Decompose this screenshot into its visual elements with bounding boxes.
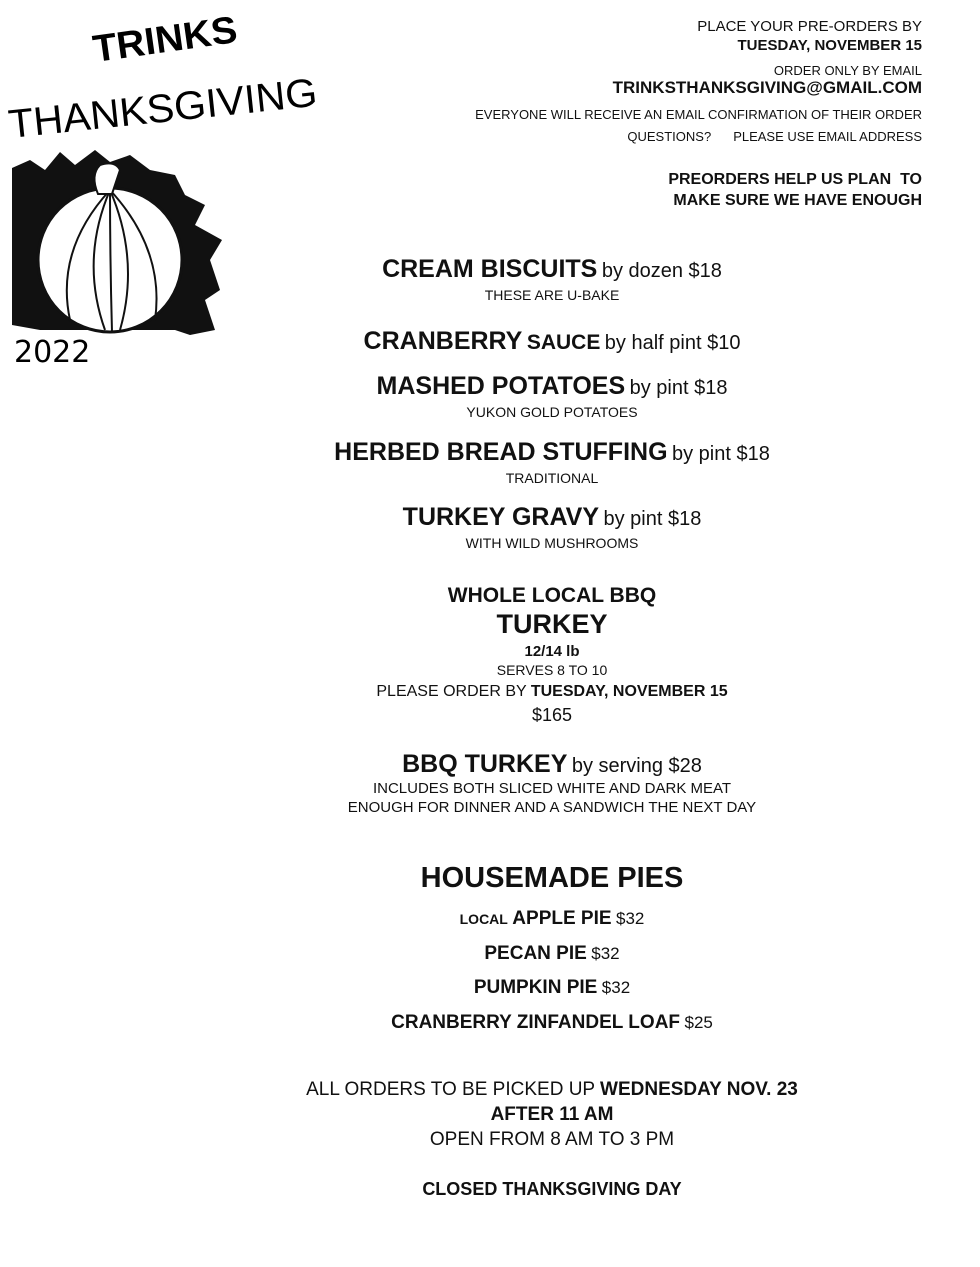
whole-turkey-serves: SERVES 8 TO 10 xyxy=(496,662,608,678)
pumpkin-illustration xyxy=(12,150,222,335)
item-name: TURKEY GRAVY xyxy=(402,503,600,531)
preorder-date: TUESDAY, NOVEMBER 15 xyxy=(737,37,922,54)
pie-name: CRANBERRY ZINFANDEL LOAF xyxy=(391,1012,681,1033)
item-name: CRANBERRY xyxy=(363,327,523,355)
questions-text: PLEASE USE EMAIL ADDRESS xyxy=(733,129,922,144)
pie-prefix: LOCAL xyxy=(459,911,508,927)
item-note: YUKON GOLD POTATOES xyxy=(466,404,638,420)
logo-title-thanksgiving: THANKSGIVING xyxy=(6,71,312,147)
menu-item-mashed-potatoes xyxy=(377,374,728,399)
logo-title-trinks: TRINKS xyxy=(90,9,237,71)
pie-price: $32 xyxy=(591,944,620,963)
menu-item-herbed-bread-stuffing xyxy=(334,440,770,465)
item-name: HERBED BREAD STUFFING xyxy=(334,438,668,466)
order-by-date: TUESDAY, NOVEMBER 15 xyxy=(530,683,728,700)
pickup-label: ALL ORDERS TO BE PICKED UP xyxy=(306,1079,595,1100)
item-price: by half pint $10 xyxy=(604,332,741,354)
pickup-time: AFTER 11 AM xyxy=(490,1104,614,1125)
bbq-turkey-note-1: INCLUDES BOTH SLICED WHITE AND DARK MEAT xyxy=(372,780,732,797)
whole-turkey-line1: WHOLE LOCAL BBQ xyxy=(447,584,657,607)
logo-year: 2022 xyxy=(14,335,91,370)
item-price: by pint $18 xyxy=(671,443,770,465)
item-note: TRADITIONAL xyxy=(505,470,599,486)
preorder-label: PLACE YOUR PRE-ORDERS BY xyxy=(697,18,922,35)
plan-line-2: MAKE SURE WE HAVE ENOUGH xyxy=(673,192,922,209)
item-note: WITH WILD MUSHROOMS xyxy=(465,535,639,551)
item-name: MASHED POTATOES xyxy=(376,372,626,400)
pie-price: $32 xyxy=(601,978,631,997)
pie-name: APPLE PIE xyxy=(512,908,612,929)
pickup-info xyxy=(306,1080,798,1099)
questions-note xyxy=(627,130,922,143)
pies-title: HOUSEMADE PIES xyxy=(420,862,684,894)
menu-item-cream-biscuits xyxy=(382,257,722,282)
item-price: by pint $18 xyxy=(603,508,702,530)
pie-name: PUMPKIN PIE xyxy=(473,977,598,998)
pie-item xyxy=(474,978,630,997)
pickup-day: WEDNESDAY NOV. 23 xyxy=(600,1079,798,1100)
menu-item-bbq-turkey xyxy=(402,752,702,777)
item-price: by serving $28 xyxy=(571,755,702,777)
bbq-turkey-note-2: ENOUGH FOR DINNER AND A SANDWICH THE NEXT DAY xyxy=(347,799,757,816)
pie-price: $25 xyxy=(684,1013,713,1032)
item-name: CREAM BISCUITS xyxy=(382,255,598,283)
open-hours: OPEN FROM 8 AM TO 3 PM xyxy=(429,1129,675,1150)
whole-turkey-line2: TURKEY xyxy=(496,609,608,639)
item-name: BBQ TURKEY xyxy=(402,750,568,778)
pie-name: PECAN PIE xyxy=(484,943,587,964)
questions-label: QUESTIONS? xyxy=(627,129,712,144)
menu-item-cranberry-sauce xyxy=(364,329,741,354)
confirmation-note: EVERYONE WILL RECEIVE AN EMAIL CONFIRMATION OF THEIR ORDER xyxy=(475,107,922,122)
order-by-label: PLEASE ORDER BY xyxy=(376,683,527,700)
pie-item xyxy=(391,1013,713,1032)
item-note: THESE ARE U-BAKE xyxy=(484,287,620,303)
menu-item-turkey-gravy xyxy=(403,505,702,530)
item-price: by pint $18 xyxy=(629,377,728,399)
pie-item xyxy=(460,909,645,928)
order-email-link[interactable]: TRINKSTHANKSGIVING@GMAIL.COM xyxy=(612,78,922,97)
closed-notice: CLOSED THANKSGIVING DAY xyxy=(422,1179,682,1199)
whole-turkey-order-by xyxy=(376,684,727,700)
email-label: ORDER ONLY BY EMAIL xyxy=(773,63,922,78)
item-price: by dozen $18 xyxy=(601,260,722,282)
whole-turkey-price: $165 xyxy=(531,705,573,725)
pie-price: $32 xyxy=(616,909,645,928)
pie-item xyxy=(484,944,619,963)
item-name-suffix: SAUCE xyxy=(526,331,601,354)
plan-line-1: PREORDERS HELP US PLAN TO xyxy=(668,171,922,188)
logo xyxy=(0,0,330,380)
whole-turkey-weight: 12/14 lb xyxy=(524,643,580,660)
